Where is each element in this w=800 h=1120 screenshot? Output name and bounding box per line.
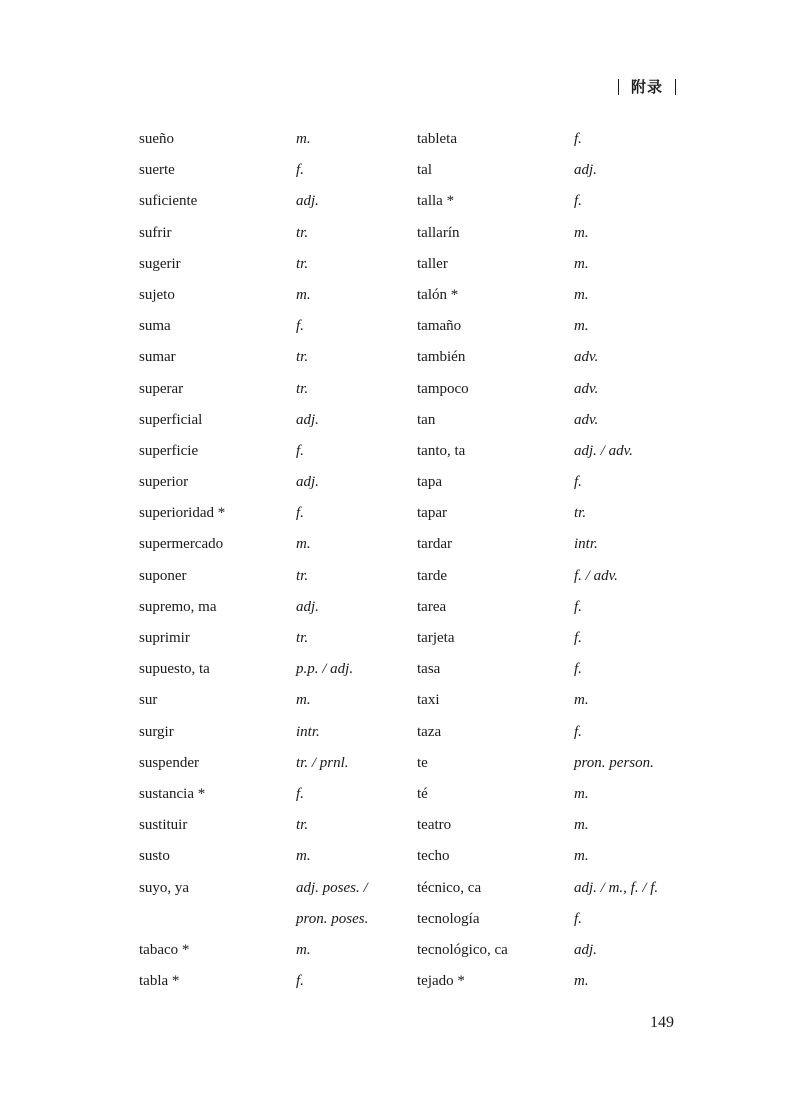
headword-left: suma (139, 318, 171, 335)
grammar-left: f. (296, 505, 304, 522)
headword-right: también (417, 349, 466, 366)
headword-left: supuesto, ta (139, 661, 210, 678)
headword-left: suspender (139, 754, 199, 771)
headword-right: tallarín (417, 224, 460, 241)
vocab-row (0, 592, 800, 623)
vocab-row (0, 374, 800, 405)
grammar-right: m. (574, 692, 589, 709)
vocab-row (0, 561, 800, 592)
section-title: 附录 (630, 78, 663, 96)
headword-left: suponer (139, 567, 187, 584)
vocab-row (0, 873, 800, 904)
vocab-row (0, 405, 800, 436)
grammar-right: f. (574, 474, 582, 491)
vocab-row (0, 280, 800, 311)
grammar-left: intr. (296, 723, 320, 740)
grammar-left: tr. (296, 630, 309, 646)
vocab-row (0, 155, 800, 186)
headword-right: té (417, 785, 428, 802)
headword-right: taxi (417, 692, 440, 709)
vocab-row (0, 218, 800, 249)
vocab-row (0, 904, 800, 935)
vocab-row (0, 124, 800, 155)
running-header (618, 76, 676, 97)
grammar-left: f. (296, 318, 304, 335)
grammar-right: f. / adv. (574, 567, 618, 584)
grammar-left: tr. (296, 255, 309, 272)
grammar-left: pron. poses. (296, 910, 369, 927)
grammar-right: adj. (574, 941, 597, 958)
vocab-row (0, 249, 800, 280)
vocab-row (0, 529, 800, 560)
grammar-right: m. (574, 318, 589, 335)
headword-right: tarde (417, 567, 447, 584)
grammar-left: tr. (296, 349, 309, 366)
headword-left: sufrir (139, 224, 172, 241)
grammar-right: adv. (574, 349, 599, 366)
grammar-right: f. (574, 630, 582, 646)
vocab-row (0, 654, 800, 685)
grammar-right: f. (574, 131, 582, 147)
vocab-row (0, 498, 800, 529)
header-right-rule (675, 79, 676, 95)
grammar-right: f. (574, 661, 582, 678)
headword-left: sur (139, 692, 158, 709)
headword-left: tabla * (139, 973, 180, 990)
grammar-right: adj. / m., f. / f. (574, 879, 659, 896)
grammar-right: m. (574, 286, 589, 303)
grammar-right: pron. person. (574, 754, 654, 771)
grammar-left: m. (296, 286, 311, 303)
headword-left: superioridad * (139, 505, 226, 522)
headword-left: surgir (139, 723, 174, 740)
grammar-left: f. (296, 442, 304, 459)
grammar-right: m. (574, 255, 589, 272)
grammar-left: tr. (296, 380, 309, 397)
grammar-left: adj. (296, 474, 319, 491)
headword-left: tabaco * (139, 941, 190, 958)
vocab-row (0, 436, 800, 467)
headword-right: tardar (417, 536, 452, 553)
grammar-left: tr. / prnl. (296, 754, 349, 771)
grammar-right: f. (574, 193, 582, 210)
grammar-left: p.p. / adj. (296, 661, 354, 678)
headword-right: techo (417, 848, 450, 865)
headword-right: tapa (417, 474, 442, 491)
grammar-right: f. (574, 598, 582, 615)
grammar-left: tr. (296, 567, 309, 584)
grammar-right: tr. (574, 505, 587, 522)
headword-left: suerte (139, 162, 175, 179)
vocabulary-table (0, 124, 800, 997)
header-left-rule (618, 79, 619, 95)
headword-left: sujeto (139, 286, 175, 303)
headword-right: tanto, ta (417, 442, 466, 459)
grammar-right: intr. (574, 536, 598, 553)
grammar-right: m. (574, 785, 589, 802)
vocab-row (0, 779, 800, 810)
headword-right: tarjeta (417, 630, 455, 646)
vocab-row (0, 467, 800, 498)
vocab-row (0, 966, 800, 997)
vocab-row (0, 841, 800, 872)
headword-right: taza (417, 723, 442, 740)
vocab-row (0, 748, 800, 779)
headword-left: sustituir (139, 817, 188, 834)
grammar-right: adv. (574, 411, 599, 428)
grammar-left: adj. (296, 411, 319, 428)
grammar-left: adj. (296, 598, 319, 615)
vocab-row (0, 935, 800, 966)
headword-right: teatro (417, 817, 452, 834)
headword-right: tecnología (417, 910, 480, 927)
headword-right: taller (417, 255, 448, 272)
grammar-right: m. (574, 817, 589, 834)
headword-right: tal (417, 162, 432, 179)
headword-left: superar (139, 380, 184, 397)
grammar-left: m. (296, 692, 311, 709)
page-number: 149 (650, 1014, 674, 1031)
headword-left: superficie (139, 442, 199, 459)
vocab-row (0, 717, 800, 748)
vocab-row (0, 810, 800, 841)
headword-right: talla * (417, 193, 455, 210)
headword-left: sugerir (139, 255, 181, 272)
grammar-left: m. (296, 848, 311, 865)
headword-right: tapar (417, 505, 447, 522)
grammar-right: m. (574, 973, 589, 990)
grammar-left: m. (296, 941, 311, 958)
headword-left: superficial (139, 411, 203, 428)
vocab-row (0, 186, 800, 217)
headword-right: tan (417, 411, 436, 428)
headword-left: suprimir (139, 630, 190, 646)
grammar-left: f. (296, 162, 304, 179)
grammar-left: f. (296, 973, 304, 990)
headword-right: tecnológico, ca (417, 941, 508, 958)
grammar-left: tr. (296, 224, 309, 241)
grammar-right: f. (574, 910, 582, 927)
grammar-left: adj. (296, 193, 319, 210)
grammar-left: m. (296, 536, 311, 553)
headword-right: tasa (417, 661, 441, 678)
headword-right: técnico, ca (417, 879, 482, 896)
headword-left: supermercado (139, 536, 224, 553)
grammar-right: m. (574, 224, 589, 241)
headword-right: tampoco (417, 380, 469, 397)
headword-right: tejado * (417, 973, 465, 990)
headword-left: suficiente (139, 193, 198, 210)
headword-right: talón * (417, 286, 459, 303)
headword-right: tableta (417, 131, 457, 147)
headword-right: te (417, 754, 428, 771)
vocab-row (0, 342, 800, 373)
headword-left: superior (139, 474, 189, 491)
grammar-right: f. (574, 723, 582, 740)
headword-right: tarea (417, 598, 447, 615)
grammar-right: adj. / adv. (574, 442, 633, 459)
grammar-left: m. (296, 131, 311, 147)
grammar-left: adj. poses. / (296, 879, 368, 896)
grammar-right: adj. (574, 162, 597, 179)
grammar-left: f. (296, 785, 304, 802)
headword-left: sueño (139, 131, 174, 147)
grammar-right: adv. (574, 380, 599, 397)
headword-left: suyo, ya (139, 879, 189, 896)
vocab-row (0, 685, 800, 716)
headword-left: sumar (139, 349, 176, 366)
headword-right: tamaño (417, 318, 462, 335)
headword-left: supremo, ma (139, 598, 217, 615)
vocab-row (0, 311, 800, 342)
vocab-row (0, 623, 800, 654)
grammar-right: m. (574, 848, 589, 865)
grammar-left: tr. (296, 817, 309, 834)
headword-left: susto (139, 848, 170, 865)
headword-left: sustancia * (139, 785, 206, 802)
